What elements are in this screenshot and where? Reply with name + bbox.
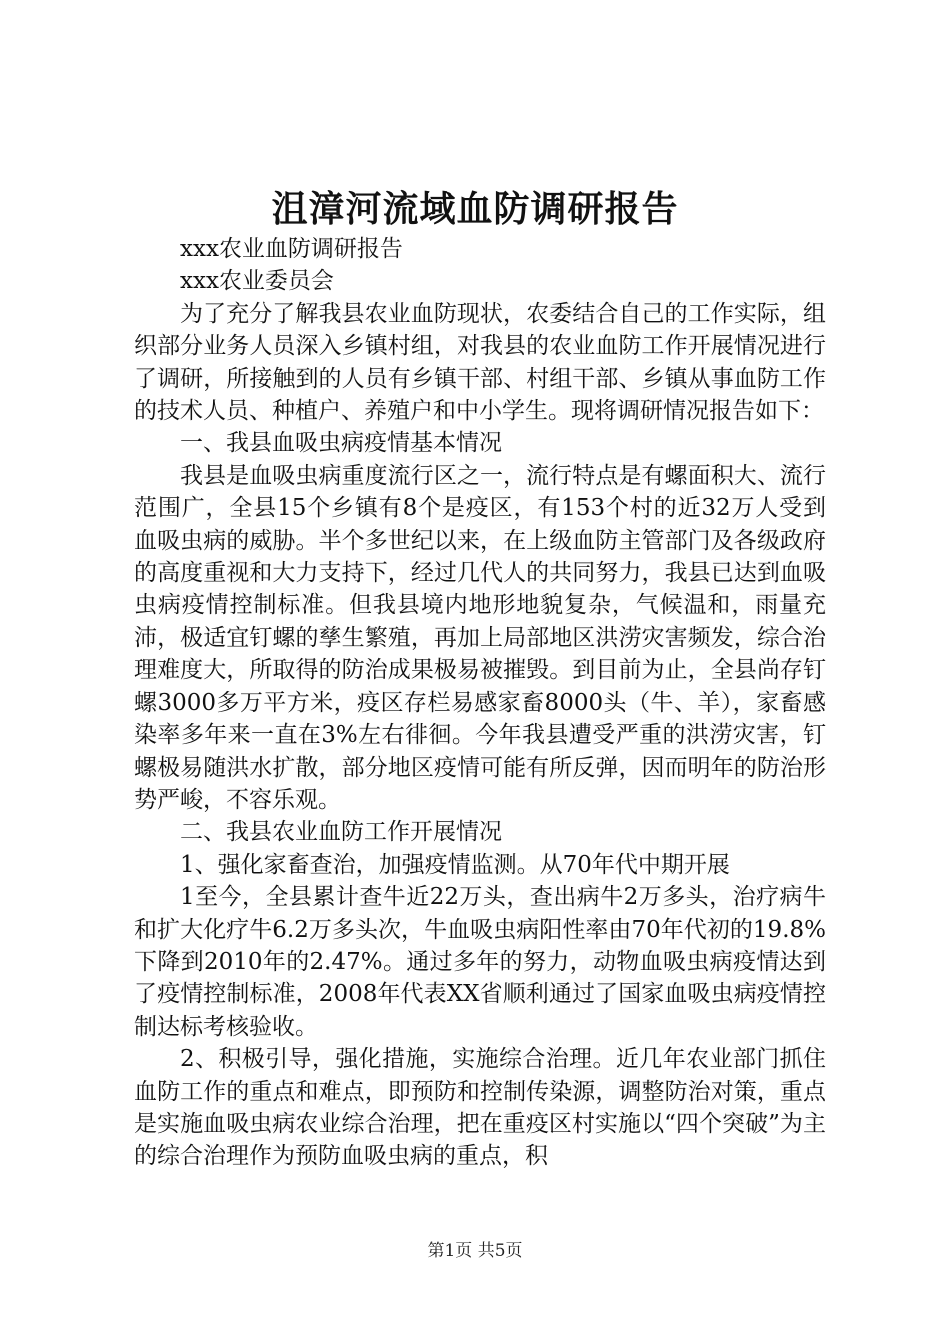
section-heading-2: 二、我县农业血防工作开展情况 [180, 819, 502, 846]
paragraph-livestock-detail: 1至今，全县累计查牛近22万头，查出病牛2万多头，治疗病牛和扩大化疗牛6.2万多头次，牛血吸虫病阳性率由70年代初的19.8%下降到2010年的2.47%。通过多年的努力，动物血吸虫病疫情达到了疫情控制标准，2008年代表XX省顺利通过了国家血吸虫病疫情控制达标考核验收。 [134, 884, 826, 1040]
subtitle-author: xxx农业委员会 [180, 268, 334, 295]
paragraph-livestock-heading: 1、强化家畜查治，加强疫情监测。从70年代中期开展 [180, 851, 730, 878]
paragraph-comprehensive-control: 2、积极引导，强化措施，实施综合治理。近几年农业部门抓住血防工作的重点和难点，即预防和控制传染源，调整防治对策，重点是实施血吸虫病农业综合治理，把在重疫区村实施以“四个突破”为主的综合治理作为预防血吸虫病的重点，积 [134, 1046, 826, 1170]
paragraph-intro: 为了充分了解我县农业血防现状，农委结合自己的工作实际，组织部分业务人员深入乡镇村组，对我县的农业血防工作开展情况进行了调研，所接触到的人员有乡镇干部、村组干部、乡镇从事血防工作的技术人员、种植户、养殖户和中小学生。现将调研情况报告如下： [134, 300, 826, 425]
document-title: 沮漳河流域血防调研报告 [271, 188, 679, 230]
document-body [134, 233, 826, 1173]
page-footer: 第1页 共5页 [427, 1241, 523, 1261]
section-heading-1: 一、我县血吸虫病疫情基本情况 [180, 430, 502, 457]
subtitle-report-name: xxx农业血防调研报告 [180, 236, 403, 262]
paragraph-epidemic-situation: 我县是血吸虫病重度流行区之一，流行特点是有螺面积大、流行范围广，全县15个乡镇有8个是疫区，有153个村的近32万人受到血吸虫病的威胁。半个多世纪以来，在上级血防主管部门及各级政府的高度重视和大力支持下，经过几代人的共同努力，我县已达到血吸虫病疫情控制标准。但我县境内地形地貌复杂，气候温和，雨量充沛，极适宜钉螺的孳生繁殖，再加上局部地区洪涝灾害频发，综合治理难度大，所取得的防治成果极易被摧毁。到目前为止，全县尚存钉螺3000多万平方米，疫区存栏易感家畜8000头（牛、羊），家畜感染率多年来一直在3%左右徘徊。今年我县遭受严重的洪涝灾害，钉螺极易随洪水扩散，部分地区疫情可能有所反弹，因而明年的防治形势严峻，不容乐观。 [134, 462, 826, 813]
